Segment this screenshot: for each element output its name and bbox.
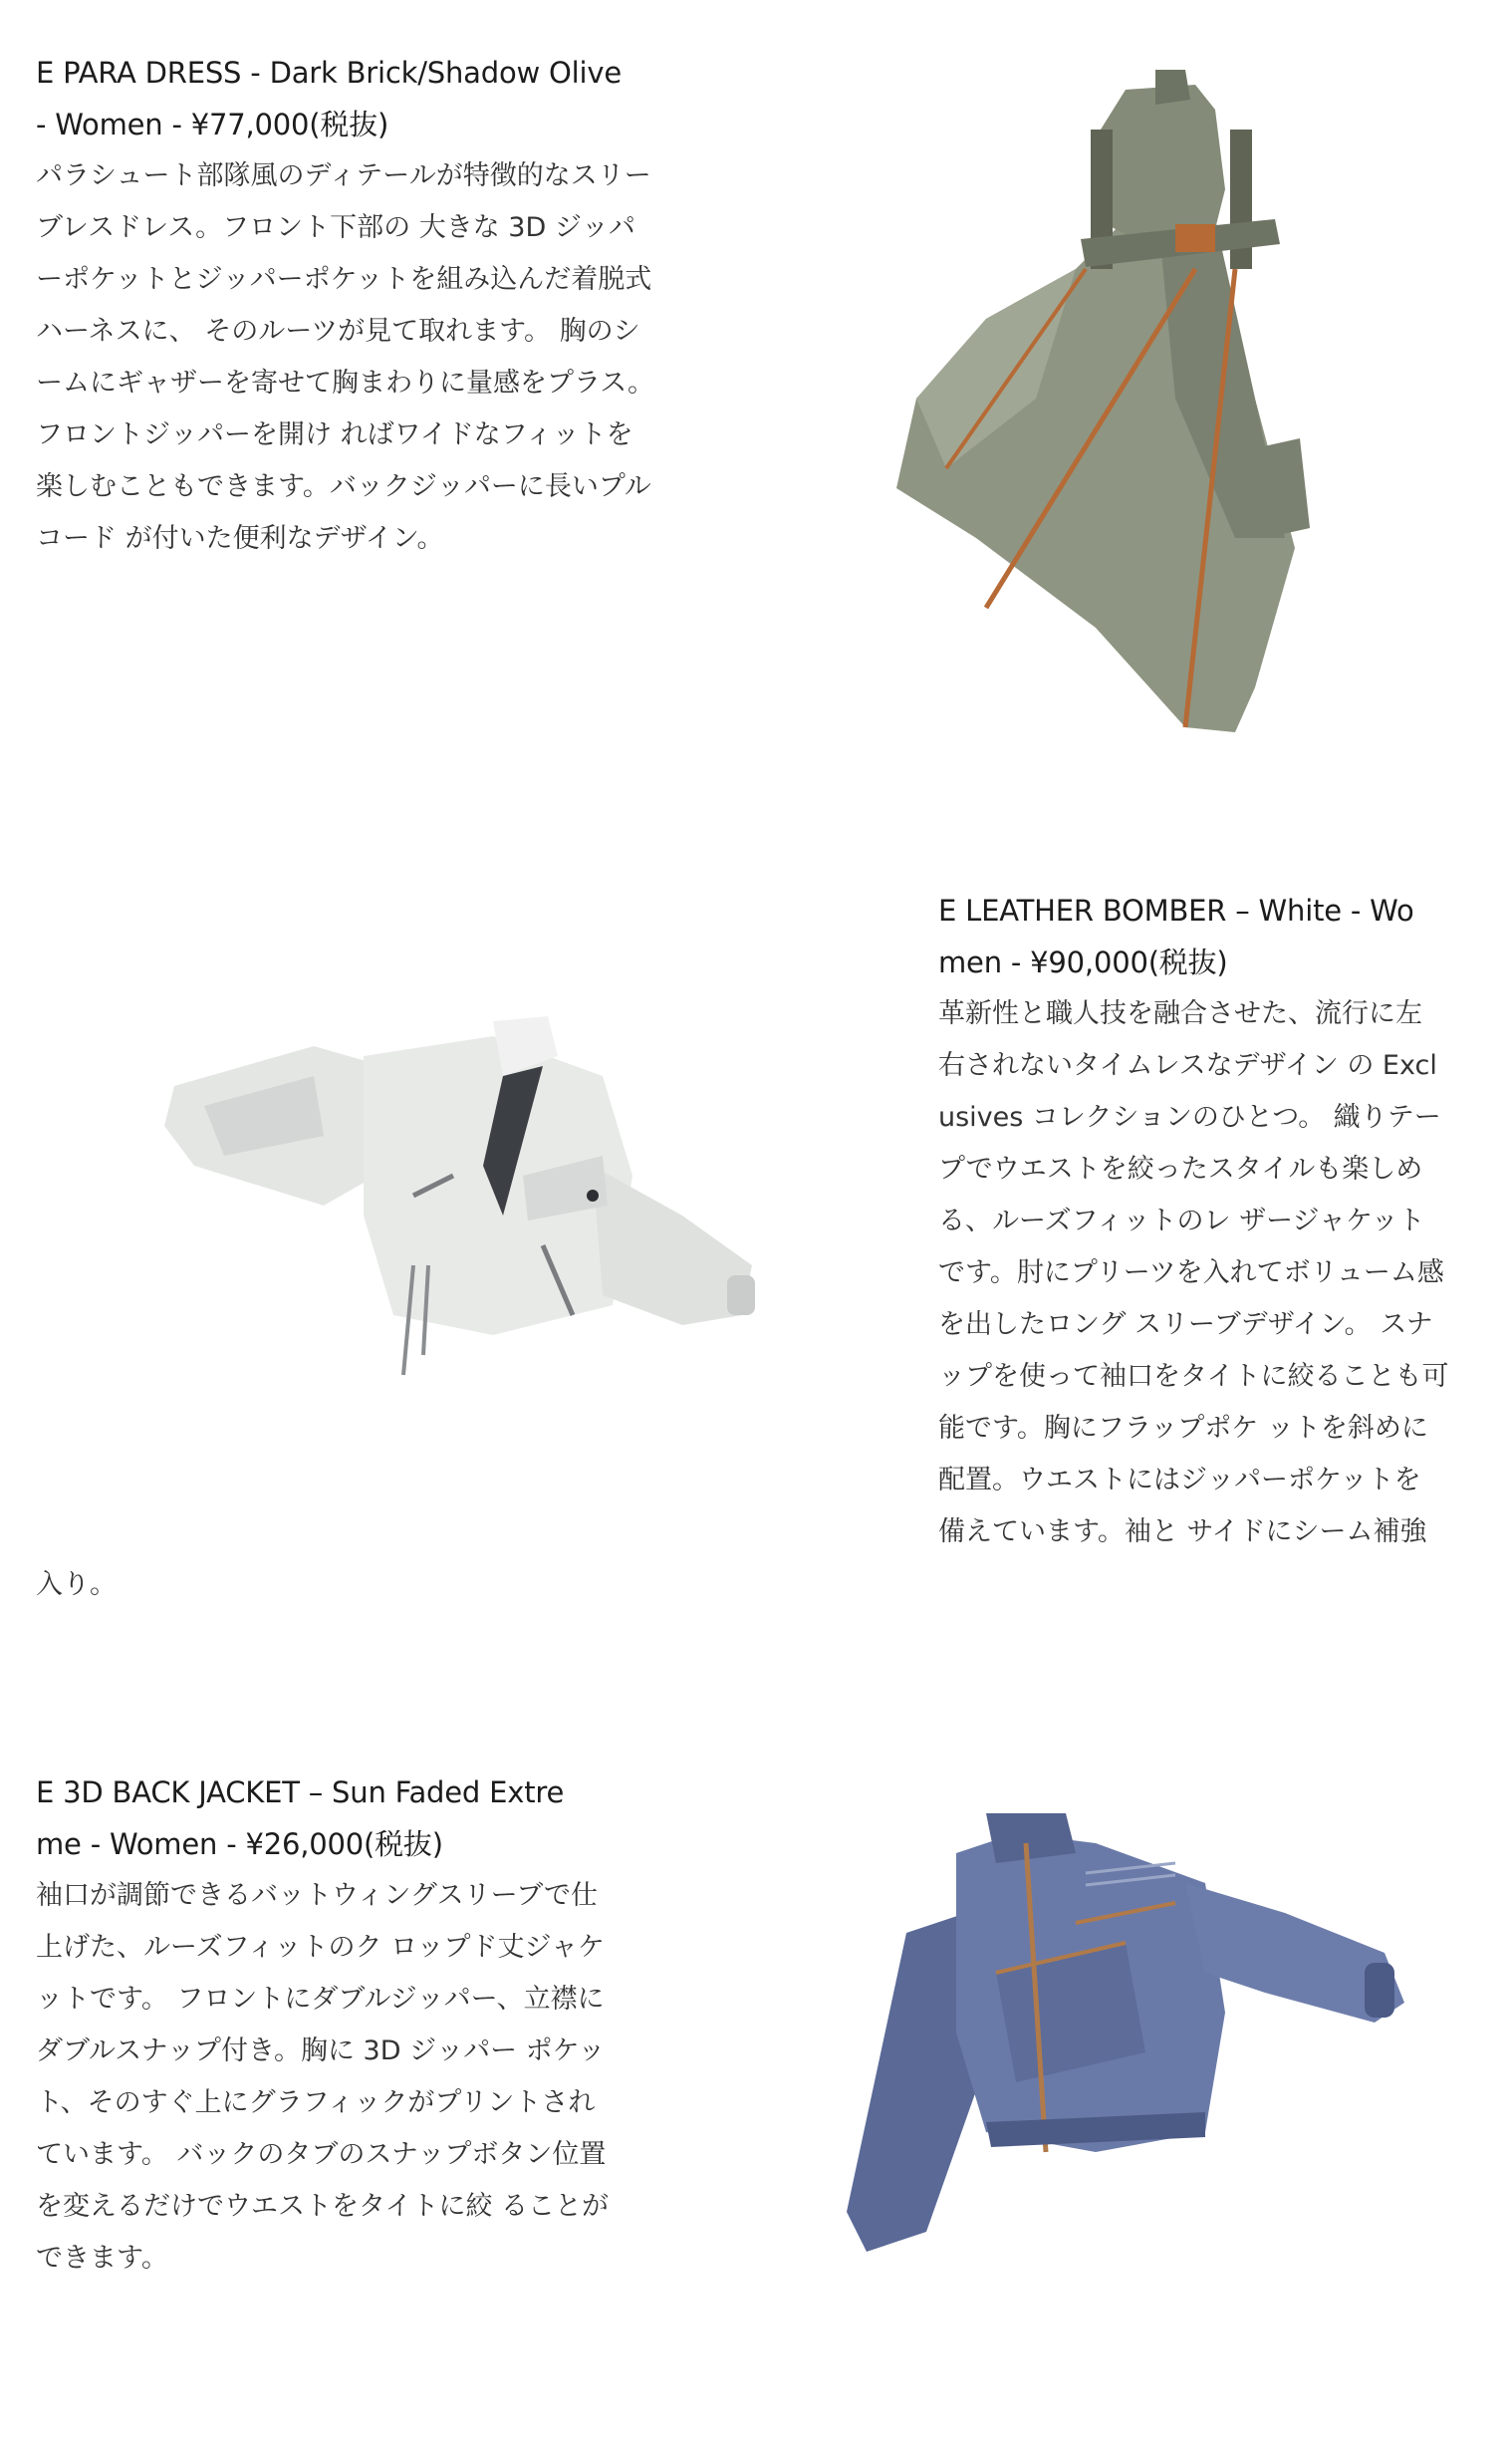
product-3-text: [36, 1766, 673, 2285]
product-2-text: [938, 885, 1496, 1558]
product-title: E 3D BACK JACKET – Sun Faded Extre me - Women - ¥26,000(税抜): [36, 1775, 565, 1861]
product-title: E LEATHER BOMBER – White - Wo men - ¥90,000(税抜): [938, 894, 1414, 979]
denim-jacket-image: [847, 1813, 1404, 2252]
product-description: 袖口が調節できるバットウィングスリーブで仕 上げた、ルーズフィットのク ロップド丈ジャケ ットです。 フロントにダブルジッパー、立襟に ダブルスナップ付き。胸に 3D ジッパー ポケッ ト、そのすぐ上にグラフィックがプリントされ ています。 バックのタブのスナップボタン位置 を変えるだけでウエストをタイトに絞 ることが できます。: [36, 1880, 610, 2274]
product-2-description-tail: 入り。: [36, 1569, 117, 1600]
product-description: 革新性と職人技を融合させた、流行に左 右されないタイムレスなデザイン の Excl usives コレクションのひとつ。 織りテー プでウエストを絞ったスタイルも楽しめ る、ルーズフィットのレ ザージャケット です。肘にプリーツを入れてボリューム感 を出したロング スリーブデザイン。 スナ ップを使って袖口をタイトに絞ることも可 能です。胸にフラップポケ ットを斜めに 配置。ウエストにはジッパーポケットを 備えています。袖と サイドにシーム補強: [938, 998, 1449, 1547]
product-description: パラシュート部隊風のディテールが特徴的なスリー ブレスドレス。フロント下部の 大きな 3D ジッパ ーポケットとジッパーポケットを組み込んだ着脱式 ハーネスに、 そのルーツが見て取れます。 胸のシ ームにギャザーを寄せて胸まわりに量感をプラス。 フロントジッパーを開け ればワイドなフィットを 楽しむこともできます。バックジッパーに長いプル コード が付いた便利なデザイン。: [36, 160, 654, 554]
olive-dress-image: [857, 70, 1335, 737]
product-title: E PARA DRESS - Dark Brick/Shadow Olive - Women - ¥77,000(税抜): [36, 56, 622, 141]
white-bomber-jacket-image: [164, 1016, 762, 1395]
product-1-text: [36, 47, 683, 565]
